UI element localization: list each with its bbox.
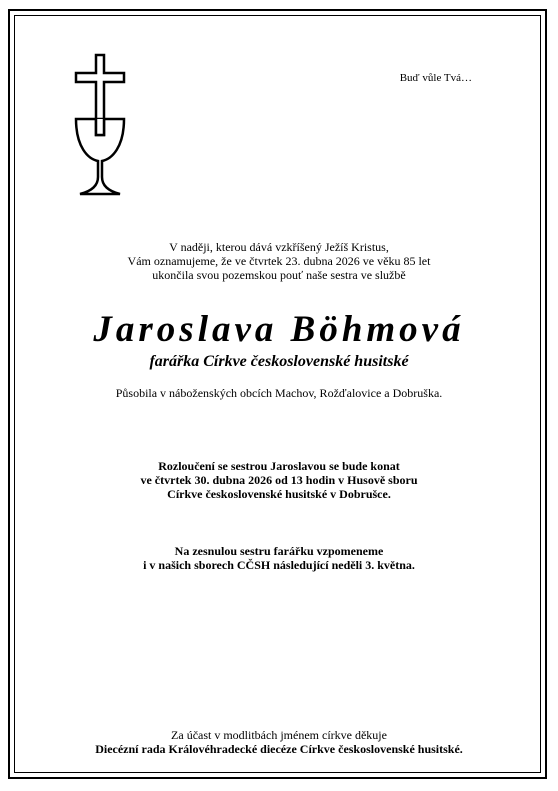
remembrance-line: Na zesnulou sestru farářku vzpomeneme <box>174 544 384 558</box>
farewell-line: Rozloučení se sestrou Jaroslavou se bude konat <box>158 459 400 473</box>
motto-text: Buď vůle Tvá… <box>399 72 472 84</box>
deceased-role: farářka Církve československé husitské <box>149 353 409 370</box>
intro-line: V naději, kterou dává vzkříšený Ježíš Kristus, <box>169 240 389 254</box>
intro-paragraph <box>0 240 558 282</box>
deceased-activity: Působila v náboženských obcích Machov, Rožďalovice a Dobruška. <box>115 386 443 400</box>
remembrance-line: i v našich sborech CČSH následující neděli 3. května. <box>143 558 415 572</box>
deceased-name: Jaroslava Böhmová <box>93 309 465 350</box>
farewell-paragraph <box>0 459 558 501</box>
farewell-line: ve čtvrtek 30. dubna 2026 od 13 hodin v Husově sboru <box>140 473 418 487</box>
footer-line: Za účast v modlitbách jménem církve děkuje <box>171 728 387 742</box>
intro-line: ukončila svou pozemskou pouť naše sestra ve službě <box>152 268 406 282</box>
footer-paragraph <box>0 728 558 756</box>
farewell-line: Církve československé husitské v Dobrušce. <box>167 487 391 501</box>
chalice-cross-icon <box>72 53 128 199</box>
footer-signature: Diecézní rada Královéhradecké diecéze Církve československé husitské. <box>95 742 463 756</box>
intro-line: Vám oznamujeme, že ve čtvrtek 23. dubna 2026 ve věku 85 let <box>127 254 431 268</box>
remembrance-paragraph <box>0 544 558 572</box>
